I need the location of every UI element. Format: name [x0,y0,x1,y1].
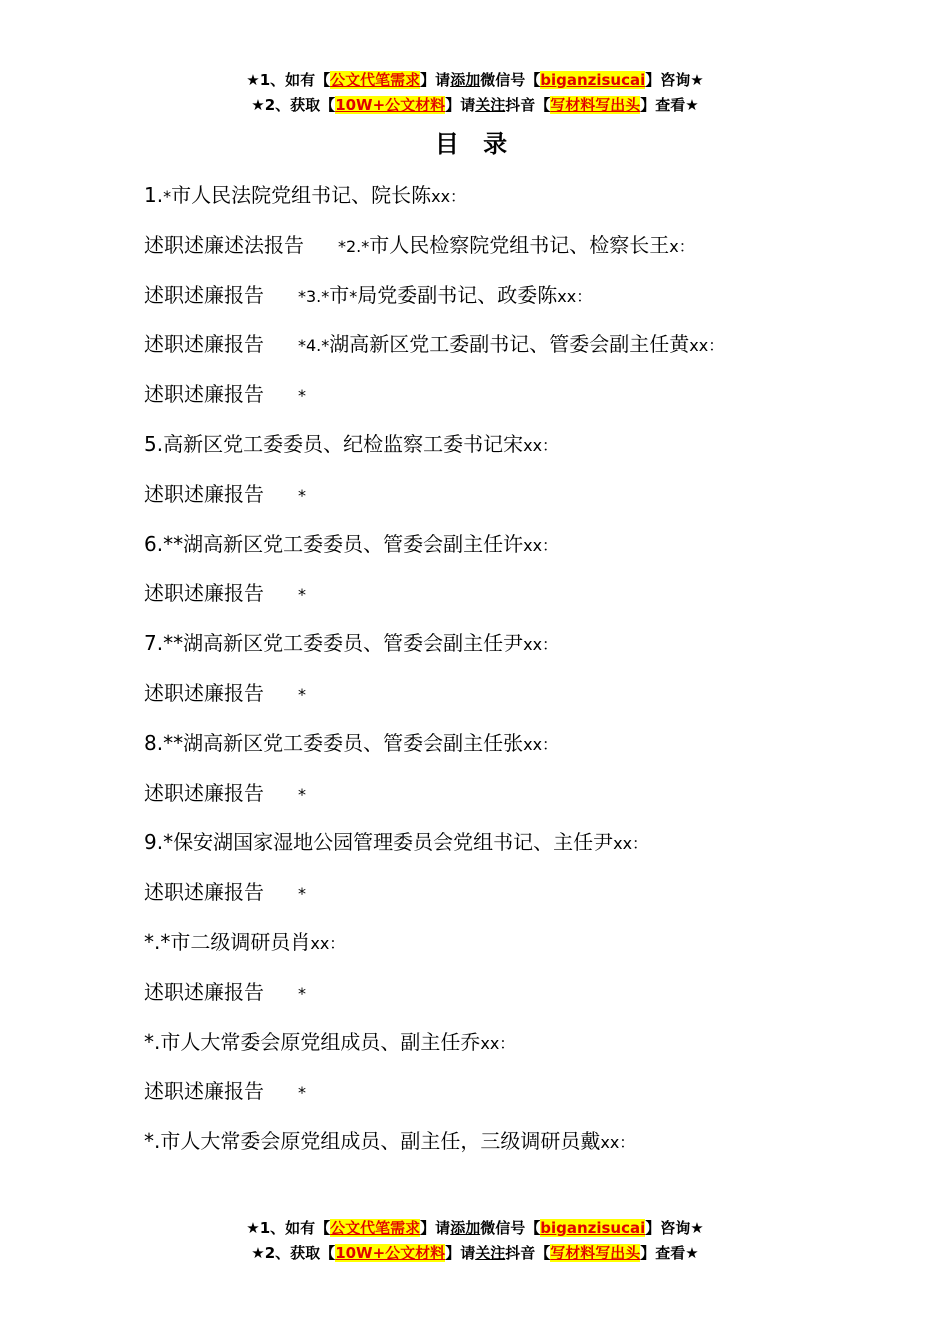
banner-text: ★2、获取【 [251,96,336,114]
banner-text: 】咨询★ [645,71,704,89]
banner-text: ★2、获取【 [251,1244,336,1262]
toc-line-15[interactable]: 述职述廉报告 * [144,880,306,905]
banner-underline: 添加 [450,71,481,89]
banner-line-2 [0,1241,950,1266]
banner-underline: 关注 [475,1244,506,1262]
banner-douyin-id: 写材料写出头 [550,96,641,114]
banner-highlight: 10W+公文材料 [335,1244,446,1262]
banner-text: 】请 [445,1244,476,1262]
toc-line-16[interactable]: *.*市二级调研员肖xx： [144,929,346,954]
table-of-contents [144,173,844,1169]
banner-text: 】查看★ [640,1244,699,1262]
banner-text: 】请 [445,96,476,114]
banner-text: 】查看★ [640,96,699,114]
toc-line-19[interactable]: 述职述廉报告 * [144,1079,306,1104]
toc-line-12[interactable]: 8.**湖高新区党工委委员、管委会副主任张xx： [144,730,559,755]
banner-highlight: 10W+公文材料 [335,96,446,114]
banner-wechat-id: biganzisucai [540,71,646,89]
banner-text: 】请 [420,1219,451,1237]
banner-line-1 [0,1216,950,1241]
banner-highlight: 公文代笔需求 [330,71,421,89]
toc-line-13[interactable]: 述职述廉报告 * [144,780,306,805]
toc-line-11[interactable]: 述职述廉报告 * [144,680,306,705]
toc-line-1[interactable]: 1.*市人民法院党组书记、院长陈xx： [144,183,467,207]
banner-underline: 添加 [450,1219,481,1237]
banner-line-1 [0,68,950,93]
toc-line-2[interactable]: 述职述廉述法报告 *2.*市人民检察院党组书记、检察长王x： [144,232,695,257]
toc-line-18[interactable]: *.市人大常委会原党组成员、副主任乔xx： [144,1029,516,1054]
toc-line-5[interactable]: 述职述廉报告 * [144,382,306,407]
banner-underline: 关注 [475,96,506,114]
banner-text: 】咨询★ [645,1219,704,1237]
toc-line-14[interactable]: 9.*保安湖国家湿地公园管理委员会党组书记、主任尹xx： [144,830,649,855]
banner-douyin-id: 写材料写出头 [550,1244,641,1262]
banner-text: 】请 [420,71,451,89]
toc-line-8[interactable]: 6.**湖高新区党工委委员、管委会副主任许xx： [144,531,559,556]
toc-line-4[interactable]: 述职述廉报告 *4.*湖高新区党工委副书记、管委会副主任黄xx： [144,332,725,357]
banner-text: ★1、如有【 [246,71,331,89]
toc-line-17[interactable]: 述职述廉报告 * [144,979,306,1004]
banner-highlight: 公文代笔需求 [330,1219,421,1237]
toc-line-20[interactable]: *.市人大常委会原党组成员、副主任，三级调研员戴xx： [144,1129,636,1154]
banner-text: ★1、如有【 [246,1219,331,1237]
banner-text: 微信号【 [480,1219,541,1237]
banner-line-2 [0,93,950,118]
toc-line-7[interactable]: 述职述廉报告 * [144,481,306,506]
toc-line-9[interactable]: 述职述廉报告 * [144,581,306,606]
toc-line-3[interactable]: 述职述廉报告 *3.*市*局党委副书记、政委陈xx： [144,282,593,307]
footer-banner [0,1216,950,1266]
banner-text: 抖音【 [505,96,551,114]
toc-line-10[interactable]: 7.**湖高新区党工委委员、管委会副主任尹xx： [144,631,559,656]
header-banner [0,68,950,118]
banner-text: 抖音【 [505,1244,551,1262]
toc-line-6[interactable]: 5.高新区党工委委员、纪检监察工委书记宋xx： [144,431,559,456]
banner-text: 微信号【 [480,71,541,89]
page-title: 目 录 [434,130,516,158]
banner-wechat-id: biganzisucai [540,1219,646,1237]
